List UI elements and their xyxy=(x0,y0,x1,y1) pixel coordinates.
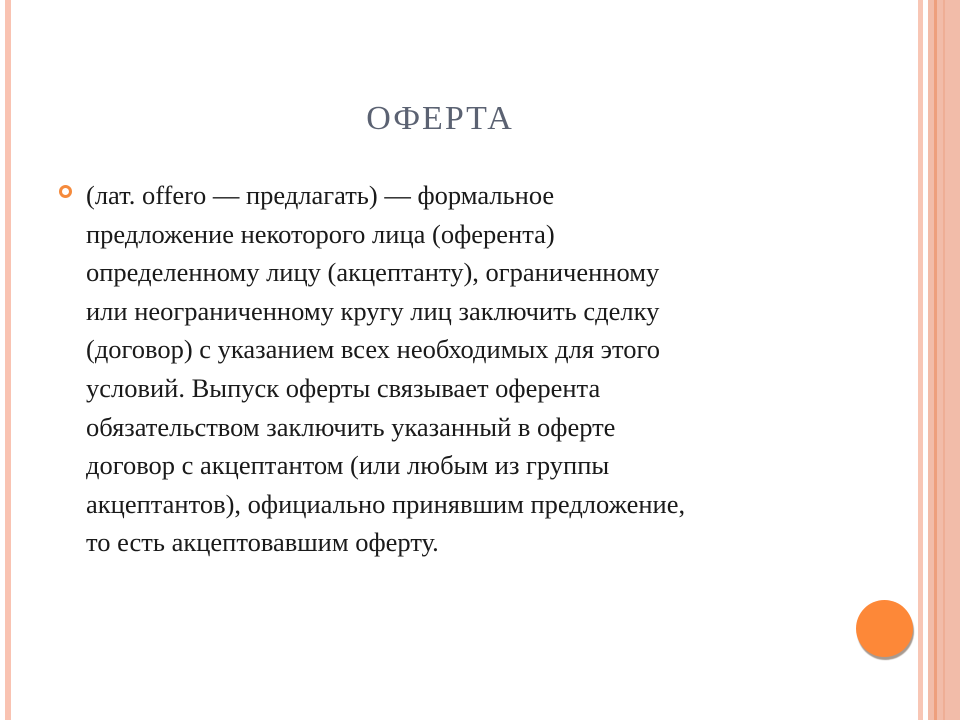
slide-body-text xyxy=(86,176,685,562)
body-line: (лат. offero — предлагать) — формальное xyxy=(86,180,555,210)
body-line: условий. Выпуск оферты связывает оферента xyxy=(86,372,601,403)
body-line: обязательством заключить указанный в оферте xyxy=(86,411,616,442)
right-stripe-line xyxy=(943,0,945,720)
body-line: или неограниченному кругу лиц заключить сделку xyxy=(86,295,660,326)
body-line: договор с акцептантом (или любым из группы xyxy=(86,450,610,481)
slide-title: ОФЕРТА xyxy=(366,100,514,137)
orange-circle-decoration xyxy=(856,600,913,657)
body-line: акцептантов), официально принявшим предложение, xyxy=(86,488,686,519)
body-line: (договор) с указанием всех необходимых для этого xyxy=(86,334,660,365)
body-line: определенному лицу (акцептанту), ограниченному xyxy=(86,257,660,288)
bullet-circle-icon xyxy=(59,185,72,198)
right-stripe xyxy=(918,0,923,720)
right-stripe-line xyxy=(934,0,937,720)
body-line: то есть акцептовавшим оферту. xyxy=(86,527,439,558)
body-line: предложение некоторого лица (оферента) xyxy=(86,218,555,249)
